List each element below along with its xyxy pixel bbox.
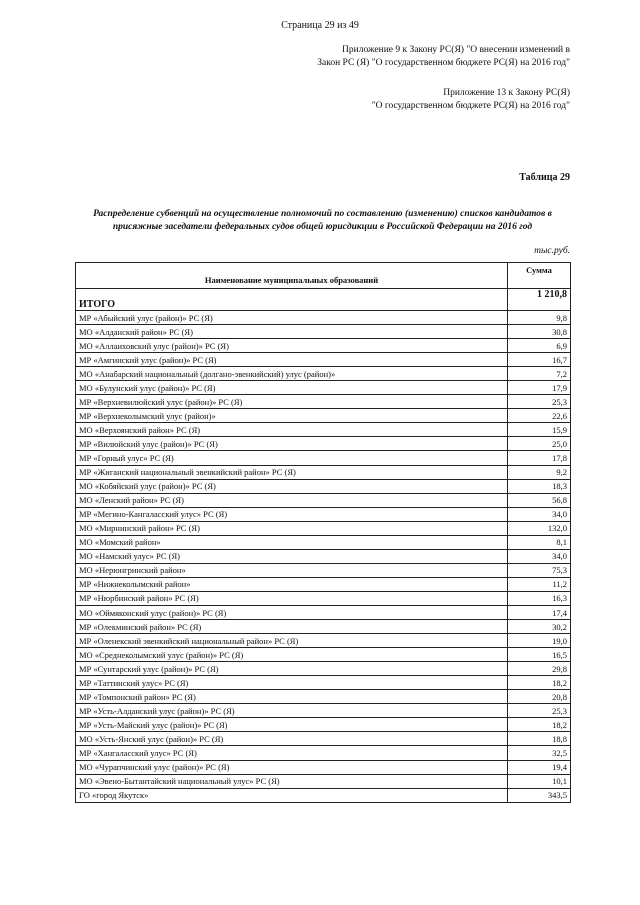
subsidy-amount: 19,4 (508, 760, 571, 774)
table-row (76, 381, 571, 395)
municipality-name: МО «Аллаиховский улус (район)» РС (Я) (76, 339, 508, 353)
subsidy-amount: 25,3 (508, 704, 571, 718)
header-sum: Сумма (508, 263, 571, 289)
municipality-name: МР «Мегино-Кангаласский улус» РС (Я) (76, 507, 508, 521)
table-row (76, 367, 571, 381)
subsidy-amount: 18,2 (508, 676, 571, 690)
subsidy-amount: 30,2 (508, 620, 571, 634)
subsidy-amount: 16,7 (508, 353, 571, 367)
municipality-name: МР «Усть-Алданский улус (район)» РС (Я) (76, 704, 508, 718)
municipality-name: ГО «город Якутск» (76, 788, 508, 802)
subsidy-amount: 20,8 (508, 690, 571, 704)
municipality-name: МР «Верхневилюйский улус (район)» РС (Я) (76, 395, 508, 409)
appendix-13-line-1: Приложение 13 к Закону РС(Я) (443, 88, 570, 98)
total-row (76, 289, 571, 311)
table-row (76, 620, 571, 634)
subsidy-amount: 15,9 (508, 423, 571, 437)
table-row (76, 353, 571, 367)
table-row (76, 311, 571, 325)
municipality-name: МР «Олекминский район» РС (Я) (76, 620, 508, 634)
municipality-name: МР «Нижнеколымский район» (76, 577, 508, 591)
subsidy-amount: 30,8 (508, 325, 571, 339)
appendix-9-line-2: Закон РС (Я) "О государственном бюджете РС(Я) на 2016 год" (317, 58, 570, 68)
municipality-name: МО «Среднеколымский улус (район)» РС (Я) (76, 648, 508, 662)
table-row (76, 423, 571, 437)
table-row (76, 788, 571, 802)
subsidy-amount: 56,8 (508, 493, 571, 507)
subsidy-table (75, 262, 571, 803)
table-row (76, 577, 571, 591)
table-number: Таблица 29 (519, 172, 570, 183)
subsidy-amount: 29,8 (508, 662, 571, 676)
subsidy-amount: 75,3 (508, 563, 571, 577)
page-number: Страница 29 из 49 (281, 20, 359, 31)
table-row (76, 451, 571, 465)
appendix-13-line-2: "О государственном бюджете РС(Я) на 2016 год" (371, 101, 570, 111)
subsidy-amount: 18,8 (508, 732, 571, 746)
table-row (76, 437, 571, 451)
subsidy-amount: 132,0 (508, 521, 571, 535)
table-row (76, 479, 571, 493)
municipality-name: МО «Оймяконский улус (район)» РС (Я) (76, 605, 508, 619)
table-row (76, 704, 571, 718)
municipality-name: МО «Намский улус» РС (Я) (76, 549, 508, 563)
municipality-name: МР «Усть-Майский улус (район)» РС (Я) (76, 718, 508, 732)
table-row (76, 409, 571, 423)
table-row (76, 732, 571, 746)
municipality-name: МО «Усть-Янский улус (район)» РС (Я) (76, 732, 508, 746)
table-row (76, 507, 571, 521)
municipality-name: МР «Оленекский эвенкийский национальный район» РС (Я) (76, 634, 508, 648)
municipality-name: МР «Таттинский улус» РС (Я) (76, 676, 508, 690)
subsidy-amount: 10,1 (508, 774, 571, 788)
municipality-name: МР «Томпонский район» РС (Я) (76, 690, 508, 704)
subsidy-amount: 19,0 (508, 634, 571, 648)
subsidy-amount: 17,8 (508, 451, 571, 465)
total-value: 1 210,8 (508, 289, 571, 311)
municipality-name: МО «Кобяйский улус (район)» РС (Я) (76, 479, 508, 493)
municipality-name: МР «Абыйский улус (район)» РС (Я) (76, 311, 508, 325)
appendix-13-note (372, 87, 570, 113)
subsidy-amount: 11,2 (508, 577, 571, 591)
table-row (76, 605, 571, 619)
subsidy-amount: 6,9 (508, 339, 571, 353)
municipality-name: МР «Вилюйский улус (район)» РС (Я) (76, 437, 508, 451)
header-name: Наименование муниципальных образований (76, 263, 508, 289)
table-row (76, 563, 571, 577)
subsidy-amount: 16,5 (508, 648, 571, 662)
municipality-name: МР «Горный улус» РС (Я) (76, 451, 508, 465)
subsidy-amount: 25,3 (508, 395, 571, 409)
table-row (76, 395, 571, 409)
subsidy-amount: 18,2 (508, 718, 571, 732)
municipality-name: МР «Хангаласский улус» РС (Я) (76, 746, 508, 760)
table-row (76, 718, 571, 732)
subsidy-amount: 25,0 (508, 437, 571, 451)
table-row (76, 591, 571, 605)
subsidy-amount: 17,4 (508, 605, 571, 619)
municipality-name: МО «Булунский улус (район)» РС (Я) (76, 381, 508, 395)
municipality-name: МР «Жиганский национальный эвенкийский район» РС (Я) (76, 465, 508, 479)
appendix-9-line-1: Приложение 9 к Закону РС(Я) "О внесении изменений в (342, 45, 570, 55)
subsidy-amount: 16,3 (508, 591, 571, 605)
total-label: ИТОГО (76, 289, 508, 311)
municipality-name: МО «Чурапчинский улус (район)» РС (Я) (76, 760, 508, 774)
municipality-name: МО «Ленский район» РС (Я) (76, 493, 508, 507)
appendix-9-note (317, 44, 570, 70)
subsidy-amount: 34,0 (508, 507, 571, 521)
table-row (76, 648, 571, 662)
municipality-name: МО «Момский район» (76, 535, 508, 549)
subsidy-amount: 22,6 (508, 409, 571, 423)
table-row (76, 662, 571, 676)
municipality-name: МР «Нюрбинский район» РС (Я) (76, 591, 508, 605)
table-row (76, 493, 571, 507)
table-row (76, 760, 571, 774)
municipality-name: МО «Алданский район» РС (Я) (76, 325, 508, 339)
units-label: тыс.руб. (534, 246, 570, 256)
subsidy-amount: 34,0 (508, 549, 571, 563)
table-row (76, 746, 571, 760)
subsidy-amount: 17,9 (508, 381, 571, 395)
table-row (76, 774, 571, 788)
table-header-row (76, 263, 571, 289)
municipality-name: МР «Верхнеколымский улус (район)» (76, 409, 508, 423)
document-title: Распределение субвенций на осуществление полномочий по составлению (изменению) списков кандидатов в присяжные заседатели федеральных судов общей юрисдикции в Российской Федерации на 2016 год (93, 209, 552, 232)
municipality-name: МО «Нерюнгринский район» (76, 563, 508, 577)
municipality-name: МО «Эвено-Бытантайский национальный улус» РС (Я) (76, 774, 508, 788)
subsidy-amount: 7,2 (508, 367, 571, 381)
municipality-name: МО «Верхоянский район» РС (Я) (76, 423, 508, 437)
table-row (76, 676, 571, 690)
subsidy-amount: 9,8 (508, 311, 571, 325)
subsidy-amount: 8,1 (508, 535, 571, 549)
subsidy-amount: 9,2 (508, 465, 571, 479)
table-row (76, 465, 571, 479)
table-row (76, 521, 571, 535)
table-row (76, 325, 571, 339)
table-row (76, 535, 571, 549)
municipality-name: МО «Анабарский национальный (долгано-эвенкийский) улус (район)» (76, 367, 508, 381)
subsidy-amount: 18,3 (508, 479, 571, 493)
table-row (76, 634, 571, 648)
table-row (76, 690, 571, 704)
table-row (76, 339, 571, 353)
municipality-name: МР «Сунтарский улус (район)» РС (Я) (76, 662, 508, 676)
subsidy-amount: 32,5 (508, 746, 571, 760)
table-row (76, 549, 571, 563)
subsidy-amount: 343,5 (508, 788, 571, 802)
municipality-name: МР «Амгинский улус (район)» РС (Я) (76, 353, 508, 367)
municipality-name: МО «Мирнинский район» РС (Я) (76, 521, 508, 535)
